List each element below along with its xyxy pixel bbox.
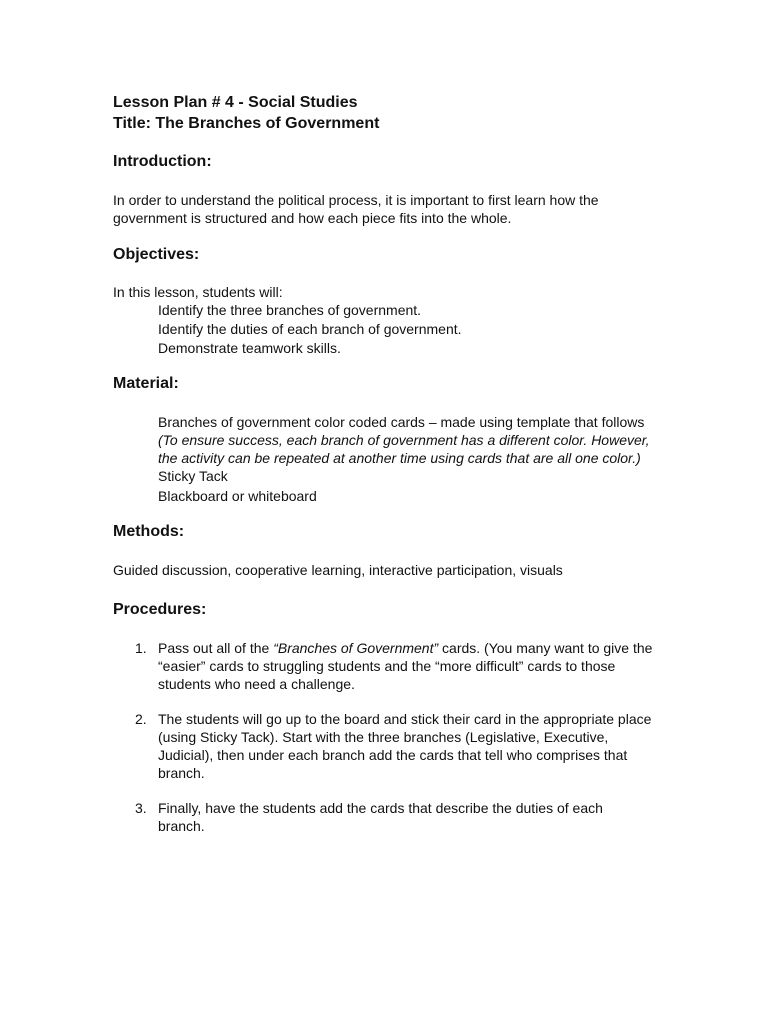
procedure-step-text: Finally, have the students add the cards that describe the duties of each branch. [158,800,603,834]
material-item-sticky-tack: Sticky Tack [158,468,228,484]
procedure-step-emphasis: “Branches of Government” [273,640,439,656]
material-item-cards-note: (To ensure success, each branch of government has a different color. However, the activity can be repeated at another time using cards that are all one color.) [158,432,650,466]
objectives-lead: In this lesson, students will: [113,284,283,300]
material-item-board: Blackboard or whiteboard [158,488,317,504]
procedure-step-number: 3. [135,800,147,816]
procedure-step [113,710,653,782]
procedure-step-text: Pass out all of the [158,640,274,656]
lesson-plan-line: Lesson Plan # 4 - Social Studies [113,94,358,111]
procedure-step [113,799,653,835]
document-title: Title: The Branches of Government [113,115,380,132]
introduction-text: In order to understand the political process, it is important to first learn how the government is structured and how each piece fits into the whole. [113,192,599,226]
material-heading: Material: [113,375,179,392]
procedure-step-number: 1. [135,640,147,656]
procedure-step-text: cards. (You many want to give the “easier” cards to struggling students and the “more difficult” cards to those students who need a challenge. [158,640,653,692]
objectives-heading: Objectives: [113,246,200,263]
objective-item: Identify the duties of each branch of government. [158,321,462,337]
material-item-cards-text: Branches of government color coded cards – made using template that follows [158,414,645,430]
material-item-cards [113,413,653,467]
objective-item: Identify the three branches of government. [158,302,422,318]
introduction-heading: Introduction: [113,153,212,170]
procedure-step [113,639,653,693]
procedures-heading: Procedures: [113,601,207,618]
procedure-step-text: The students will go up to the board and stick their card in the appropriate place (using Sticky Tack). Start with the three branches (Legislative, Executive, Judicial), then under each branch add the cards that tell who comprises that branch. [158,711,652,781]
document-page [113,92,653,835]
methods-text: Guided discussion, cooperative learning, interactive participation, visuals [113,562,563,578]
methods-heading: Methods: [113,523,185,540]
procedure-step-number: 2. [135,711,147,727]
objective-item: Demonstrate teamwork skills. [158,340,341,356]
